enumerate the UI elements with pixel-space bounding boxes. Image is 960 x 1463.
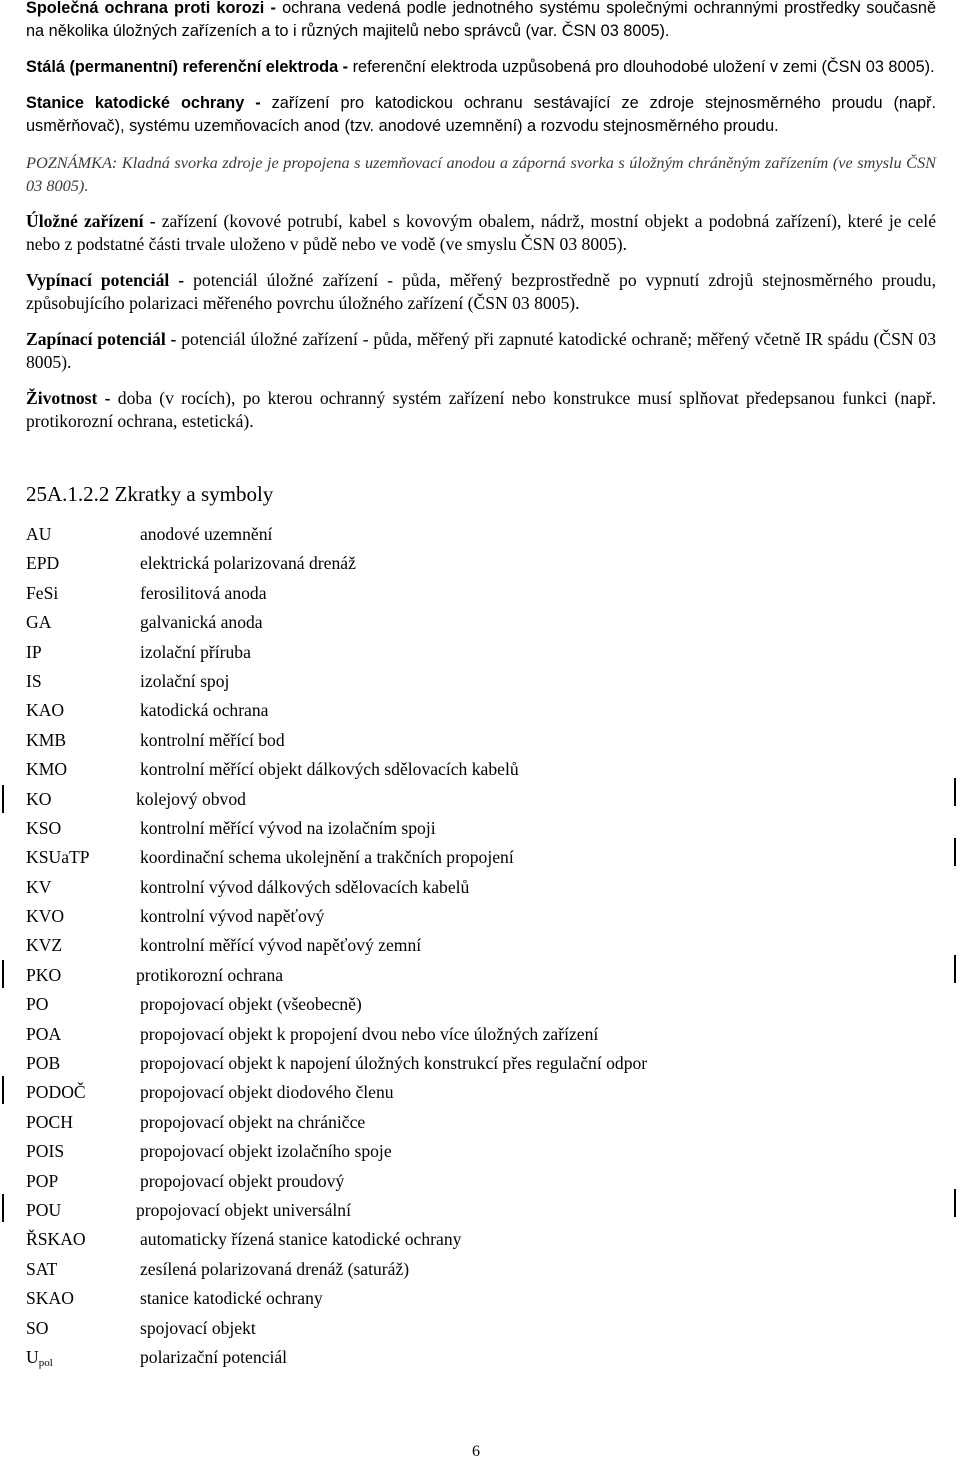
definition-term: Úložné zařízení - <box>26 211 156 231</box>
abbreviation-row <box>26 1284 946 1313</box>
abbreviation-description: anodové uzemnění <box>140 524 273 544</box>
abbreviation-description: propojovací objekt na chráničce <box>140 1111 366 1132</box>
definition-text: ochrana vedená podle jednotného systému společnými ochrannými prostředky současně na několika úložných zařízeních a to i různých majitelů nebo správců (var. ČSN 03 8005). <box>26 0 936 40</box>
abbreviation: GA <box>26 612 52 633</box>
definition-paragraph <box>26 387 936 433</box>
abbreviation-description: propojovací objekt k propojení dvou nebo více úložných zařízení <box>140 1023 599 1044</box>
note-paragraph <box>26 151 936 197</box>
abbreviation: KMO <box>26 759 68 780</box>
abbreviation-description: stanice katodické ochrany <box>140 1288 323 1309</box>
abbreviation: ŘSKAO <box>26 1229 86 1250</box>
abbreviation-description: propojovací objekt izolačního spoje <box>140 1141 392 1162</box>
abbreviation-description: automaticky řízená stanice katodické ochrany <box>140 1229 462 1250</box>
definition-text: zařízení (kovové potrubí, kabel s kovovým obalem, nádrž, mostní objekt a podobná zařízení), které je celé nebo z podstatné části trvale uloženo v půdě nebo ve vodě (ve smyslu ČSN 03 8005). <box>26 211 937 254</box>
abbreviation-row <box>26 961 946 990</box>
abbreviation-description: spojovací objekt <box>140 1317 256 1338</box>
abbreviation-row <box>26 873 946 902</box>
abbreviation-row <box>26 1343 946 1372</box>
definition-term: Životnost - <box>26 388 111 408</box>
definition-text: potenciál úložné zařízení - půda, měřený bezprostředně po vypnutí zdrojů stejnosměrného proudu, způsobujícího polarizaci měřeného povrchu úložného zařízení (ČSN 03 8005). <box>26 270 936 313</box>
abbreviation: KSO <box>26 817 62 838</box>
abbreviation: KMB <box>26 729 67 750</box>
abbreviation: POB <box>26 1053 61 1074</box>
abbreviation-row <box>26 696 946 725</box>
abbreviation-description: propojovací objekt universální <box>136 1199 351 1220</box>
abbreviation: POP <box>26 1170 59 1191</box>
abbreviation-row <box>26 1078 946 1107</box>
abbreviation-list <box>26 520 946 1372</box>
abbreviation-description: katodická ochrana <box>140 700 269 721</box>
abbreviation-row <box>26 902 946 931</box>
abbreviation-row <box>26 755 946 784</box>
definition-paragraph <box>26 210 936 256</box>
definition-text: referenční elektroda uzpůsobená pro dlouhodobé uložení v zemi (ČSN 03 8005). <box>348 58 935 76</box>
abbreviation: IS <box>26 670 42 691</box>
abbreviation: POA <box>26 1023 62 1044</box>
abbreviation: PO <box>26 994 49 1015</box>
abbreviation-row <box>26 785 946 814</box>
abbreviation-row <box>26 1049 946 1078</box>
abbreviation <box>26 1343 53 1378</box>
abbreviation-description: izolační spoj <box>140 670 230 691</box>
definition-term: Zapínací potenciál - <box>26 329 177 349</box>
abbreviation-row <box>26 1137 946 1166</box>
definition-text: zařízení pro katodickou ochranu sestávající ze zdroje stejnosměrného proudu (např. usměrňovač), systému uzemňovacích anod (tzv. anodové uzemnění) a rozvodu stejnosměrného proudu. <box>26 94 936 135</box>
left-change-bar <box>2 960 4 988</box>
definition-text: potenciál úložné zařízení - půda, měřený při zapnuté katodické ochraně; měřený včetně IR spádu (ČSN 03 8005). <box>26 329 936 372</box>
abbreviation: PODOČ <box>26 1082 86 1103</box>
definitions-section <box>26 0 936 446</box>
note-text: POZNÁMKA: Kladná svorka zdroje je propojena s uzemňovací anodou a záporná svorka s úložným chráněným zařízením (ve smyslu ČSN 03 8005). <box>26 153 936 195</box>
right-change-bar <box>954 778 956 806</box>
abbreviation-row <box>26 638 946 667</box>
abbreviation-row <box>26 549 946 578</box>
symbol-base: U <box>26 1346 39 1367</box>
abbreviation-description: zesílená polarizovaná drenáž (saturáž) <box>140 1258 410 1279</box>
abbreviation-row <box>26 814 946 843</box>
abbreviation-row <box>26 608 946 637</box>
abbreviation: PKO <box>26 964 62 985</box>
abbreviation-description: propojovací objekt diodového členu <box>140 1082 394 1103</box>
abbreviation: AU <box>26 524 52 544</box>
definition-term: Stálá (permanentní) referenční elektroda - <box>26 58 349 76</box>
abbreviation-description: izolační příruba <box>140 641 251 662</box>
abbreviation-description: elektrická polarizovaná drenáž <box>140 553 356 574</box>
right-change-bar <box>954 1189 956 1217</box>
abbreviation-description: propojovací objekt proudový <box>140 1170 345 1191</box>
abbreviation-row <box>26 990 946 1019</box>
abbreviation-row <box>26 726 946 755</box>
left-change-bar <box>2 785 4 813</box>
definition-paragraph <box>26 269 936 315</box>
abbreviation-row <box>26 1255 946 1284</box>
abbreviation-row <box>26 1020 946 1049</box>
abbreviation-row <box>26 1196 946 1225</box>
abbreviation-description: kontrolní vývod napěťový <box>140 906 325 927</box>
abbreviation: KO <box>26 788 52 809</box>
abbreviation: POIS <box>26 1141 65 1162</box>
abbreviation-description: kontrolní měřící vývod na izolačním spoji <box>140 817 436 838</box>
abbreviation-description: propojovací objekt k napojení úložných konstrukcí přes regulační odpor <box>140 1053 648 1074</box>
abbreviation: KV <box>26 876 52 897</box>
abbreviation-row <box>26 843 946 872</box>
abbreviation: POCH <box>26 1111 73 1132</box>
definition-text: doba (v rocích), po kterou ochranný systém zařízení nebo konstrukce musí splňovat předepsanou funkci (např. protikorozní ochrana, estetická). <box>26 388 937 431</box>
definition-paragraph <box>26 56 936 79</box>
abbreviation: KAO <box>26 700 65 721</box>
abbreviation-description: ferosilitová anoda <box>140 582 267 603</box>
abbreviation-row <box>26 1167 946 1196</box>
page-number: 6 <box>472 1443 480 1460</box>
abbreviation-row <box>26 667 946 696</box>
abbreviation-description: kontrolní měřící objekt dálkových sdělovacích kabelů <box>140 759 519 780</box>
definition-paragraph <box>26 92 936 138</box>
definition-paragraph <box>26 0 936 43</box>
abbreviation-description: kolejový obvod <box>136 788 246 809</box>
abbreviation-description: kontrolní měřící bod <box>140 729 285 750</box>
abbreviation-description: koordinační schema ukolejnění a trakčních propojení <box>140 847 514 868</box>
abbreviation-description: kontrolní měřící vývod napěťový zemní <box>140 935 422 956</box>
abbreviation-row <box>26 579 946 608</box>
right-change-bar <box>954 838 956 866</box>
abbreviation-row <box>26 1314 946 1343</box>
abbreviation: EPD <box>26 553 60 574</box>
right-change-bar <box>954 955 956 983</box>
section-heading: 25A.1.2.2 Zkratky a symboly <box>26 482 274 506</box>
abbreviation: KVO <box>26 906 65 927</box>
abbreviation: KVZ <box>26 935 63 956</box>
abbreviation-row <box>26 931 946 960</box>
definition-term: Společná ochrana proti korozi - <box>26 0 276 17</box>
left-change-bar <box>2 1076 4 1104</box>
abbreviation-description: galvanická anoda <box>140 612 263 633</box>
abbreviation: SAT <box>26 1258 58 1279</box>
definition-paragraph <box>26 328 936 374</box>
abbreviation: SKAO <box>26 1288 74 1309</box>
abbreviation-description: propojovací objekt (všeobecně) <box>140 994 362 1015</box>
abbreviation: SO <box>26 1317 49 1338</box>
symbol-subscript: pol <box>38 1356 53 1369</box>
left-change-bar <box>2 1194 4 1222</box>
abbreviation-description: kontrolní vývod dálkových sdělovacích kabelů <box>140 876 470 897</box>
abbreviation-row <box>26 520 946 549</box>
abbreviation: POU <box>26 1199 62 1220</box>
abbreviation-row <box>26 1225 946 1254</box>
definition-term: Vypínací potenciál - <box>26 270 185 290</box>
abbreviation-row <box>26 1108 946 1137</box>
abbreviation: KSUaTP <box>26 847 90 868</box>
abbreviation: FeSi <box>26 582 59 603</box>
abbreviation: IP <box>26 641 42 662</box>
abbreviation-description: polarizační potenciál <box>140 1346 288 1367</box>
abbreviation-description: protikorozní ochrana <box>136 964 284 985</box>
definition-term: Stanice katodické ochrany - <box>26 94 261 112</box>
